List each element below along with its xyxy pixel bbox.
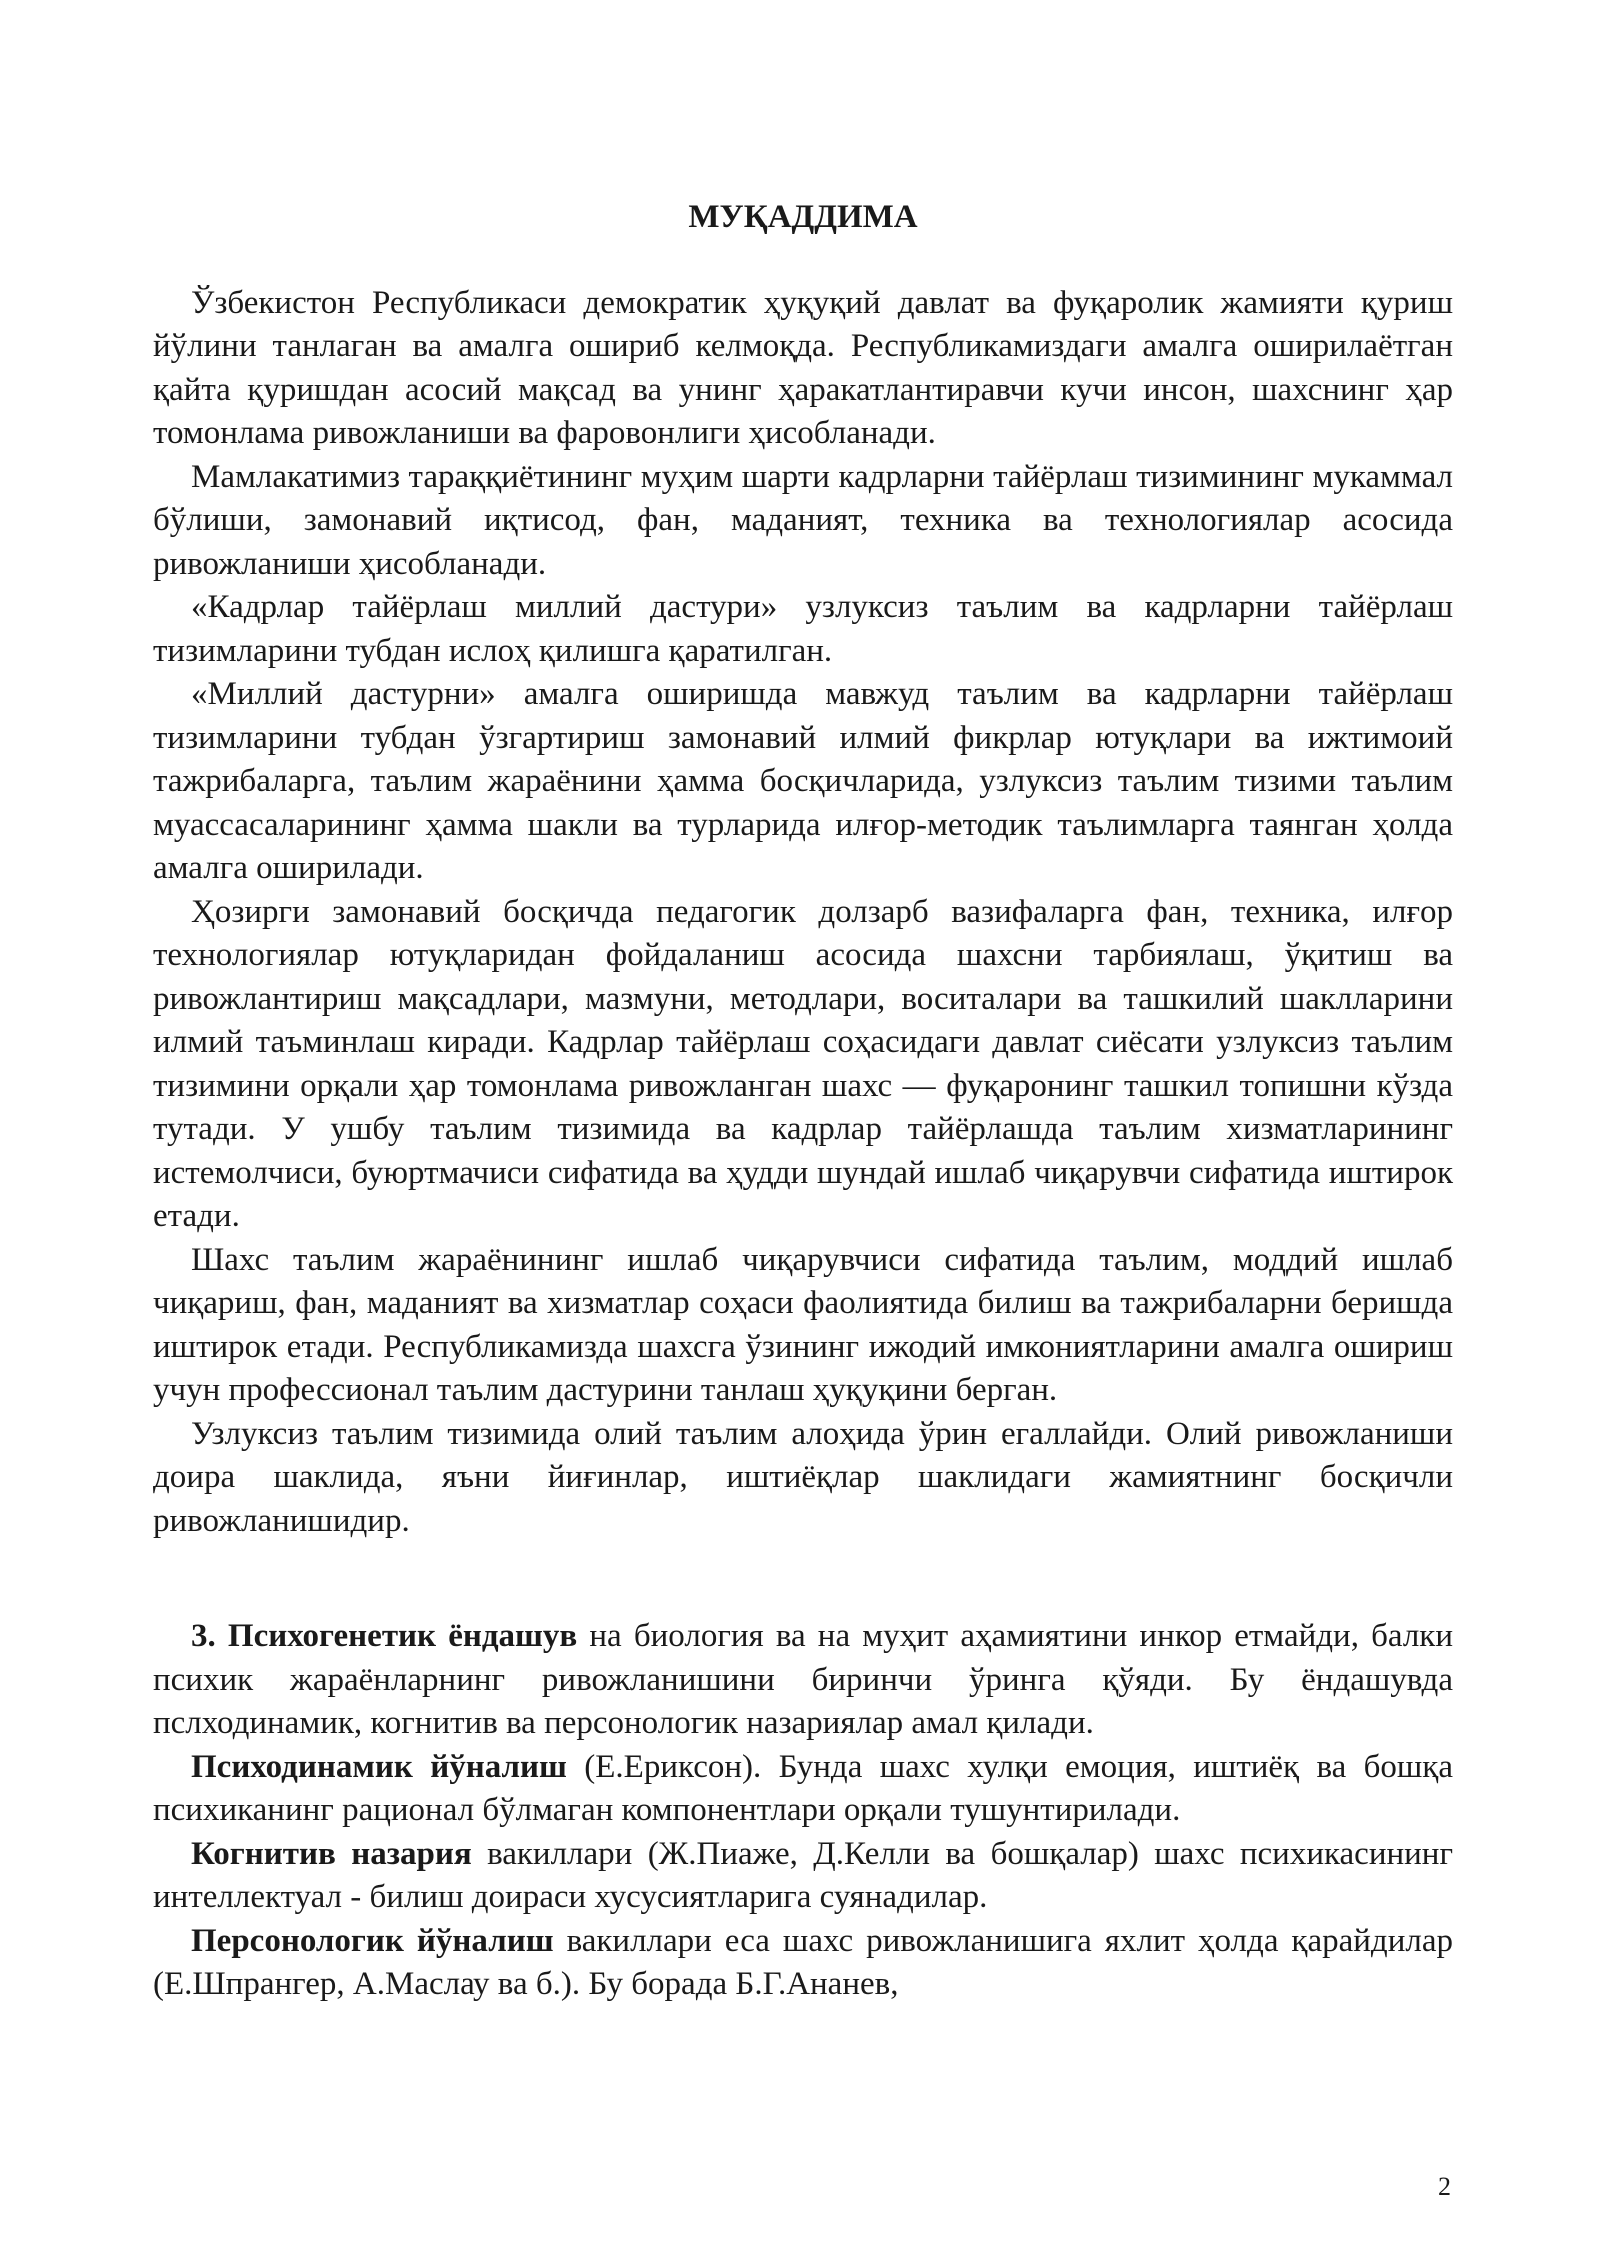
paragraph-3: «Кадрлар тайёрлаш миллий дастури» узлуксиз таълим ва кадрларни тайёрлаш тизимларини тубдан ислоҳ қилишга қаратилган.: [153, 589, 1453, 669]
term-personological: Персонологик йўналиш: [191, 1922, 554, 1959]
page-title: МУҚАДДИМА: [688, 199, 918, 235]
text-psychogenetic: на биология ва на муҳит аҳамиятини инкор етмайди, балки психик жараёнларнинг ривожланишини биринчи ўринга қўяди. Бу ёндашувда пслходинамик, когнитив ва персонологик назариялар амал қилади.: [153, 1618, 1453, 1741]
paragraph-6: Шахс таълим жараёнининг ишлаб чиқарувчиси сифатида таълим, моддий ишлаб чиқариш, фан, маданият ва хизматлар соҳаси фаолиятида билиш ва тажрибаларни беришда иштирок етади. Республикамизда шахсга ўзининг ижодий имкониятларини амалга ошириш учун профессионал таълим дастурини танлаш ҳуқуқини берган.: [153, 1241, 1453, 1408]
text-cognitive: вакиллари (Ж.Пиаже, Д.Келли ва бошқалар) шахс психикасининг интеллектуал - билиш доираси хусусиятларига суянадилар.: [153, 1835, 1453, 1915]
paragraph-7: Узлуксиз таълим тизимида олий таълим алоҳида ўрин егаллайди. Олий ривожланиши доира шаклида, яъни йиғинлар, иштиёқлар шаклидаги жамиятнинг босқичли ривожланишидир.: [153, 1415, 1453, 1539]
paragraph-4: «Миллий дастурни» амалга оширишда мавжуд таълим ва кадрларни тайёрлаш тизимларини тубдан ўзгартириш замонавий илмий фикрлар ютуқлари ва ижтимоий тажрибаларга, таълим жараёнини ҳамма босқичларида, узлуксиз таълим тизими таълим муассасаларининг ҳамма шакли ва турларида илғор-методик таълимларга таянган ҳолда амалга оширилади.: [153, 676, 1453, 886]
term-psychogenetic: 3. Психогенетик ёндашув: [191, 1618, 578, 1654]
section-paragraph-psychogenetic: [153, 1615, 1453, 1746]
term-psychodynamic: Психодинамик йўналиш: [191, 1748, 567, 1785]
section-gap: [153, 1543, 1453, 1615]
page-content: [153, 196, 1453, 2007]
text-psychodynamic: (Е.Ериксон). Бунда шахс хулқи емоция, иштиёқ ва бошқа психиканинг рационал бўлмаган компонентлари орқали тушунтирилади.: [153, 1748, 1453, 1828]
paragraph-2: Мамлакатимиз тараққиётининг муҳим шарти кадрларни тайёрлаш тизимининг мукаммал бўлиши, замонавий иқтисод, фан, маданият, техника ва технологиялар асосида ривожланиши ҳисобланади.: [153, 458, 1453, 582]
section-paragraph-personological: [153, 1920, 1453, 2007]
paragraph-5: Ҳозирги замонавий босқичда педагогик долзарб вазифаларга фан, техника, илғор технологиялар ютуқларидан фойдаланиш асосида шахсни тарбиялаш, ўқитиш ва ривожлантириш мақсадлари, мазмуни, методлари, воситалари ва ташкилий шаклларини илмий таъминлаш киради. Кадрлар тайёрлаш соҳасидаги давлат сиёсати узлуксиз таълим тизимини орқали ҳар томонлама ривожланган шахс — фуқаронинг ташкил топишни кўзда тутади. У ушбу таълим тизимида ва кадрлар тайёрлашда таълим хизматларининг истемолчиси, буюртмачиси сифатида ва ҳудди шундай ишлаб чиқарувчи сифатида иштирок етади.: [153, 893, 1453, 1234]
text-personological: вакиллари еса шахс ривожланишига яхлит ҳолда қарайдилар (Е.Шпрангер, А.Маслау ва б.). Бу борада Б.Г.Ананев,: [153, 1922, 1453, 2002]
section-paragraph-psychodynamic: [153, 1746, 1453, 1833]
term-cognitive: Когнитив назария: [191, 1835, 472, 1872]
page-number: 2: [1438, 2172, 1451, 2201]
paragraph-1: Ўзбекистон Республикаси демократик ҳуқуқий давлат ва фуқаролик жамияти қуриш йўлини танлаган ва амалга ошириб келмоқда. Республикамиздаги амалга оширилаётган қайта қуришдан асосий мақсад ва унинг ҳаракатлантиравчи кучи инсон, шахснинг ҳар томонлама ривожланиши ва фаровонлиги ҳисобланади.: [153, 284, 1453, 451]
section-paragraph-cognitive: [153, 1833, 1453, 1920]
